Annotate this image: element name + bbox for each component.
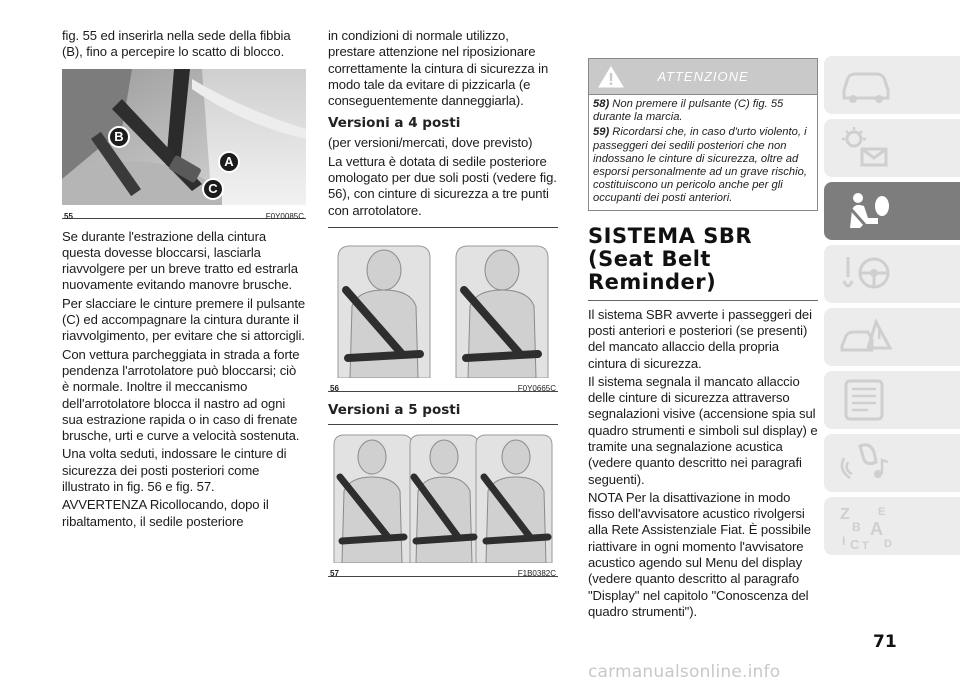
column-1 (62, 28, 306, 532)
paragraph: (per versioni/mercati, dove previsto) (328, 135, 533, 151)
paragraph: Una volta seduti, indossare le cinture di sicurezza dei posti posteriori come illustrato in fig. 56 e fig. 57. (62, 446, 287, 495)
figure-code: F0Y0665C (517, 383, 556, 393)
paragraph: La vettura è dotata di sedile posteriore omologato per due soli posti (vedere fig. 56), con cinture di sicurezza a tre punti con arrotolatore. (328, 153, 557, 218)
column-3 (588, 58, 818, 622)
figure-55 (62, 69, 306, 219)
heading-5-seats: Versioni a 5 posti (328, 401, 461, 418)
warning-triangle-icon (589, 66, 633, 88)
paragraph: Il sistema segnala il mancato allaccio delle cinture di sicurezza attraverso segnalazioni visive (accensione spia sul quadro strumenti e simboli sul display) e tramite una segnalazione acustica (vedere quanto descritto nei paragrafi seguenti). (588, 373, 818, 487)
figure-57 (328, 424, 558, 577)
paragraph: AVVERTENZA Ricollocando, dopo il ribaltamento, il sedile posteriore (62, 497, 269, 529)
figure-number: 55 (64, 211, 73, 221)
figure-number: 56 (330, 383, 339, 393)
tab-warning-lights[interactable] (824, 119, 960, 177)
svg-text:E: E (878, 506, 886, 518)
tab-multimedia[interactable] (824, 434, 960, 492)
warning-item-number: 59) (593, 126, 610, 139)
warning-title: ATTENZIONE (657, 69, 749, 84)
section-title: SISTEMA SBR (Seat Belt Reminder) (588, 225, 818, 301)
page-number: 71 (873, 632, 897, 652)
figure-56 (328, 227, 558, 392)
svg-text:B: B (852, 520, 861, 534)
paragraph: NOTA Per la disattivazione in modo fisso dell'avvisatore acustico rivolgersi alla Rete Assistenziale Fiat. È possibile riattivare in ogni momento l'avvisatore acustico agendo sul Menu del display (vedere quanto descritto al paragrafo "Display" nel capitolo "Conoscenza del quadro strumenti"). (588, 489, 811, 619)
steering-wheel-key-icon (838, 251, 894, 297)
watermark: carmanualsonline.info (588, 662, 781, 682)
paragraph: Se durante l'estrazione della cintura questa dovesse bloccarsi, lasciarla riavvolgere per un breve tratto ed estrarla nuovamente evitando manovre brusche. (62, 228, 298, 293)
figure-caption (328, 383, 558, 393)
label-a: A (218, 151, 240, 173)
svg-text:D: D (884, 538, 892, 550)
warning-lights-icon (838, 125, 894, 171)
heading-4-seats: Versioni a 4 posti (328, 115, 461, 132)
rear-seats-5-illustration (328, 425, 558, 563)
warning-item (593, 126, 813, 205)
column-2 (328, 28, 558, 577)
figure-number: 57 (330, 568, 339, 578)
warning-item-number: 58) (593, 98, 610, 110)
figure-caption (328, 568, 558, 578)
label-b: B (108, 126, 130, 148)
tab-maintenance[interactable] (824, 371, 960, 429)
tab-emergency[interactable] (824, 308, 960, 366)
paragraph: Con vettura parcheggiata in strada a forte pendenza l'arrotolatore può bloccarsi; ciò è normale. Inoltre il meccanismo dell'arrotolatore blocca il nastro ad ogni sua estrazione rapida o in caso di frenate brusche, urti e curve a velocità sostenuta. (62, 346, 300, 444)
warning-body (589, 95, 817, 210)
intro-text: fig. 55 ed inserirla nella sede della fibbia (B), fino a percepire lo scatto di blocco. (62, 28, 291, 60)
rear-seats-4-illustration (328, 228, 558, 378)
tab-car[interactable] (824, 56, 960, 114)
paragraph: Per slacciare le cinture premere il pulsante (C) ed accompagnare la cintura durante il riavvolgimento, per evitare che si attorcigli. (62, 295, 306, 344)
tab-index[interactable] (824, 497, 960, 555)
maintenance-list-icon (838, 377, 894, 423)
warning-item-text: Non premere il pulsante (C) fig. 55 durante la marcia. (593, 98, 784, 124)
warning-box (588, 58, 818, 211)
warning-header (589, 59, 817, 95)
car-icon (838, 62, 894, 108)
paragraph: Il sistema SBR avverte i passeggeri dei posti anteriori e posteriori (se presenti) del mancato allaccio della propria cintura di sicurezza. (588, 306, 812, 371)
figure-code: F1B0382C (517, 568, 556, 578)
svg-text:C: C (850, 537, 860, 552)
index-letters-icon (838, 503, 898, 553)
seatbelt-buckle-illustration (62, 69, 306, 205)
figure-caption (62, 210, 306, 221)
tab-safety[interactable] (824, 182, 960, 240)
label-c: C (202, 178, 224, 200)
svg-text:I: I (842, 534, 846, 548)
intro-text: in condizioni di normale utilizzo, prestare attenzione nel riposizionare correttamente la cintura di sicurezza in modo tale da evitare di pizzicarla (e conseguentemente danneggiarla). (328, 28, 549, 109)
figure-code: F0Y0085C (265, 211, 304, 221)
warning-item-text: Ricordarsi che, in caso d'urto violento, i passeggeri dei sedili posteriori che non indossano le cinture di sicurezza, oltre ad esporsi personalmente ad un grave rischio, costituiscono un pericolo anche per gli occupanti dei posti anteriori. (593, 126, 807, 205)
svg-text:A: A (870, 519, 883, 539)
multimedia-icon (838, 440, 894, 486)
chapter-sidebar (824, 56, 960, 560)
car-crash-icon (838, 314, 894, 360)
svg-text:Z: Z (840, 506, 850, 523)
warning-item (593, 98, 813, 124)
tab-starting-driving[interactable] (824, 245, 960, 303)
svg-text:T: T (862, 540, 869, 552)
seat-airbag-icon (838, 188, 894, 234)
